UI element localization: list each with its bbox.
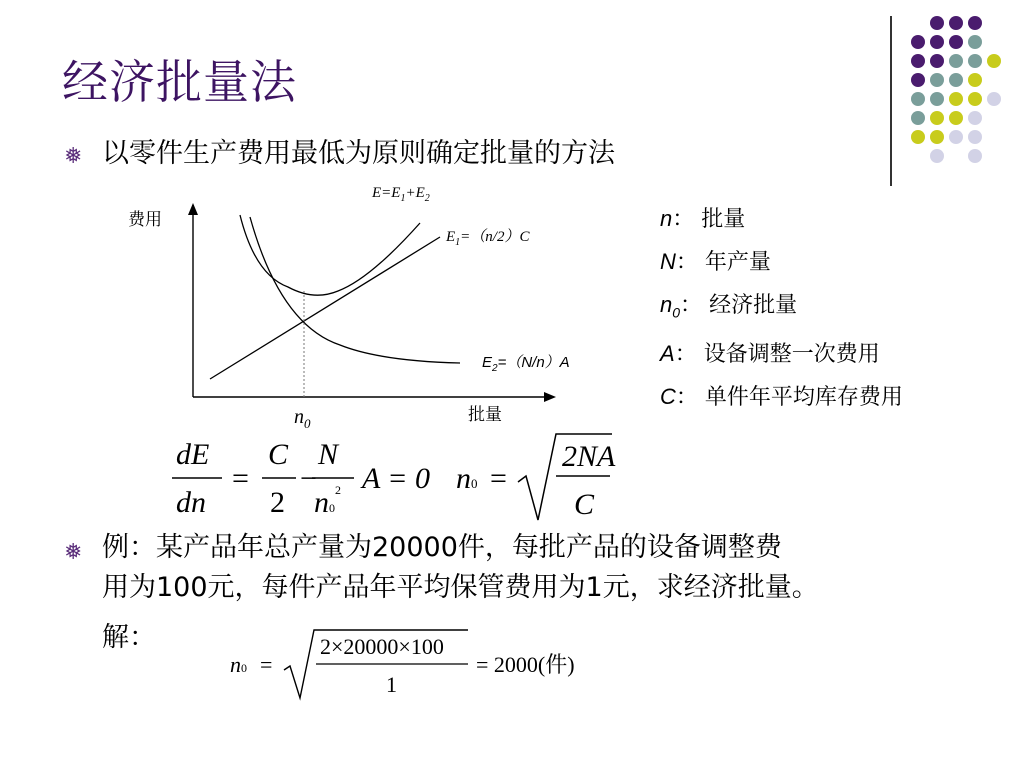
bullet-1-text: 以零件生产费用最低为原则确定批量的方法 [102,138,615,169]
snowflake-bullet-icon: ❅ [64,144,83,169]
decorative-dot [930,111,944,125]
svg-text:dE: dE [176,438,210,471]
total-cost-curve [240,215,420,295]
title-divider-line [890,16,892,186]
decorative-dot [930,149,944,163]
svg-text:=: = [232,462,249,495]
decorative-dot [911,111,925,125]
decorative-dot [968,16,982,30]
decorative-dot [930,16,944,30]
curve-label-e1: $E_1=(n/2)C$ [446,229,530,248]
x-axis [193,392,556,402]
svg-text:1: 1 [386,672,397,697]
svg-text:2NA: 2NA [562,440,616,473]
decorative-dot [911,35,925,49]
symbol-legend [660,198,903,419]
bullet-2-text-line2: 用为100元，每件产品年平均保管费用为1元，求经济批量。 [102,572,819,603]
decorative-dot [949,35,963,49]
decorative-dot [987,54,1001,68]
decorative-dot [911,73,925,87]
svg-text:=: = [260,652,273,677]
curve-label-total: $E=E_1+E_2$ [372,185,430,204]
decorative-dot [949,73,963,87]
decorative-dot [949,54,963,68]
svg-text:N: N [318,438,339,471]
svg-text:n02: $n0^2$ [314,483,341,519]
derivative-formula [168,430,468,525]
decorative-dot [968,92,982,106]
legend-item-N: N： 年产量 [660,249,771,275]
svg-text:C: C [268,438,289,471]
x-axis-label: 批量 [468,405,502,425]
svg-text:A = 0: A = 0 [362,462,431,495]
decorative-dot [930,130,944,144]
eoq-formula [452,428,622,526]
slide-title: 经济批量法 [62,55,297,109]
y-axis-label: 费用 [128,210,162,230]
svg-text:C: C [574,488,595,521]
legend-item-n: n： 批量 [660,206,746,232]
decorative-dot [968,54,982,68]
decorative-dot [968,149,982,163]
decorative-dot [968,130,982,144]
decorative-dot [949,130,963,144]
bullet-2-text-line1: 例：某产品年总产量为20000件，每批产品的设备调整费 [102,532,782,563]
decorative-dot [930,54,944,68]
svg-text:= 2000(件): = 2000(件) [476,652,575,677]
decorative-dot [949,111,963,125]
calculation-formula [228,626,628,706]
y-axis [188,203,198,397]
svg-text:n0: n0 [456,462,478,495]
decorative-dot [987,92,1001,106]
decorative-dot [968,35,982,49]
decorative-dot [930,92,944,106]
decorative-dot [968,73,982,87]
cost-vs-batch-chart [110,175,630,435]
decorative-dot [949,92,963,106]
svg-text:2: 2 [270,486,285,519]
answer-label: 解： [102,622,156,653]
decorative-dot [911,130,925,144]
snowflake-bullet-icon: ❅ [64,540,83,565]
legend-item-n0: $n_0$： 经济批量 [660,292,798,321]
holding-cost-line [210,237,440,379]
decorative-dot [968,111,982,125]
decorative-dot [911,92,925,106]
svg-text:−: − [300,462,317,495]
svg-text:dn: dn [176,486,206,519]
svg-text:2×20000×100: 2×20000×100 [320,634,444,659]
decorative-dot [911,54,925,68]
decorative-dot [949,16,963,30]
curve-label-e2: $E_2=(N/n)A$ [482,354,570,374]
svg-text:n0: n0 [230,652,247,677]
decorative-dot [930,35,944,49]
legend-item-C: C： 单件年平均库存费用 [660,384,903,411]
decorative-dot [930,73,944,87]
legend-item-A: A： 设备调整一次费用 [660,341,880,368]
x-marker-n0: $n_0$ [294,406,311,431]
svg-text:=: = [490,462,507,495]
